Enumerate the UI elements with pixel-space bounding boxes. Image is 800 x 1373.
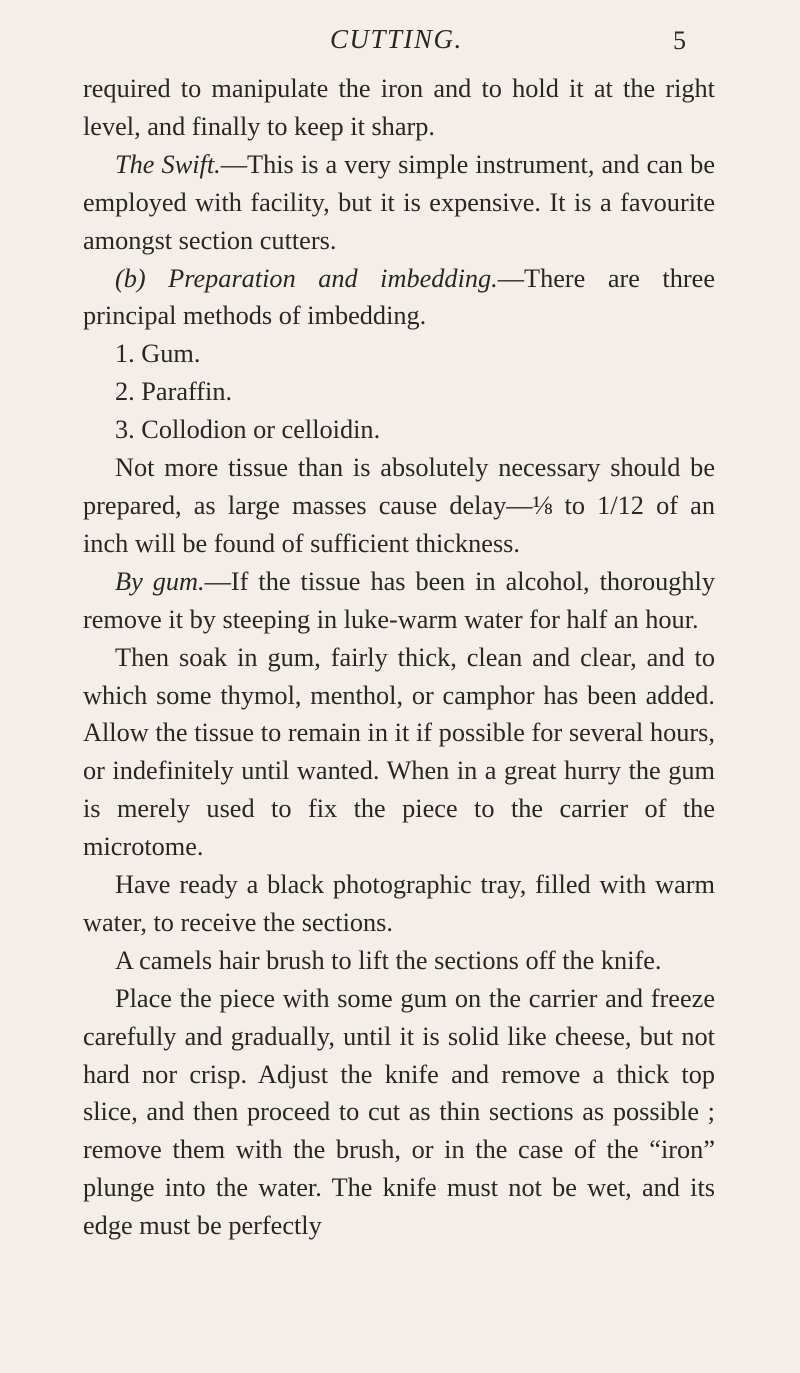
tissue-text: Not more tissue than is absolutely necessary should be prepared, as large masses cause delay—⅛ to 1/12 of an inch will be found of sufficient thickness. <box>83 453 715 558</box>
paragraph-tray <box>83 866 715 942</box>
list-item-collodion: 3. Collodion or celloidin. <box>115 415 381 445</box>
swift-text: —This is a very simple instrument, and can be employed with facility, but it is expensive. It is a favourite amongst section cutters. <box>83 149 715 255</box>
running-head <box>0 24 800 60</box>
paragraph-brush <box>83 942 715 980</box>
soak-text: Then soak in gum, fairly thick, clean and clear, and to which some thymol, menthol, or camphor has been added. Allow the tissue to remain in it if possible for several hours, or indefinitely until wanted. When in a great hurry the gum is merely used to fix the piece to the carrier of the microtome. <box>83 642 715 862</box>
brush-text: A camels hair brush to lift the sections off the knife. <box>115 945 662 975</box>
page-number: 5 <box>673 26 686 55</box>
paragraph-soak <box>83 639 715 866</box>
swift-heading: The Swift. <box>115 149 221 179</box>
running-title: CUTTING. <box>330 24 463 54</box>
paragraph-preparation <box>83 260 715 336</box>
paragraph-tissue <box>83 449 715 563</box>
paragraph-swift <box>83 146 715 260</box>
paragraph-freeze <box>83 980 715 1245</box>
preparation-heading: (b) Preparation and imbedding. <box>115 263 498 293</box>
preparation-text: —There are three principal methods of imbedding. <box>83 263 715 331</box>
list-item-gum: 1. Gum. <box>115 339 201 369</box>
freeze-text: Place the piece with some gum on the carrier and freeze carefully and gradually, until it is solid like cheese, but not hard nor crisp. Adjust the knife and remove a thick top slice, and then proceed to cut as thin sections as possible ; remove them with the brush, or in the case of the “iron” plunge into the water. The knife must not be wet, and its edge must be perfectly <box>83 983 715 1241</box>
by-gum-text: —If the tissue has been in alcohol, thoroughly remove it by steeping in luke-warm water for half an hour. <box>83 566 716 634</box>
by-gum-heading: By gum. <box>115 566 205 596</box>
paragraph-1-text: required to manipulate the iron and to hold it at the right level, and finally to keep it sharp. <box>83 74 715 141</box>
body-text <box>83 70 715 1245</box>
list-item-paraffin: 2. Paraffin. <box>115 377 233 407</box>
paragraph-by-gum <box>83 563 715 639</box>
paragraph-1 <box>83 70 715 146</box>
tray-text: Have ready a black photographic tray, filled with warm water, to receive the sections. <box>83 870 715 937</box>
